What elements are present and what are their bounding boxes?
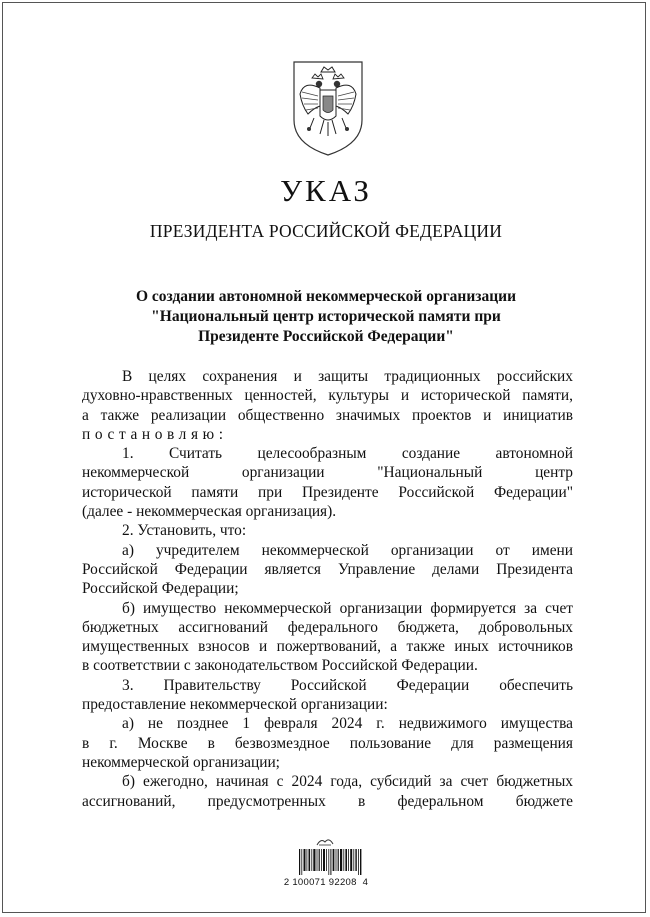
body-line: а) не позднее 1 февраля 2024 г. недвижимого имущества (122, 715, 573, 733)
barcode-number: 2 100071 92208 4 (283, 877, 369, 888)
body-line: в соответствии с законодательством Российской Федерации. (82, 657, 478, 675)
barcode-icon (299, 849, 363, 875)
body-line: В целях сохранения и защиты традиционных российских (122, 368, 573, 385)
body-line: 3. Правительству Российской Федерации обеспечить (122, 676, 573, 694)
body-line: некоммерческой организации; (82, 753, 280, 771)
body-line: имущественных взносов и пожертвований, а также иных источников (82, 638, 573, 656)
document-issuer: ПРЕЗИДЕНТА РОССИЙСКОЙ ФЕДЕРАЦИИ (149, 221, 503, 241)
document-body (82, 367, 573, 811)
body-line: (далее - некоммерческая организация). (82, 503, 337, 521)
body-line: б) ежегодно, начиная с 2024 года, субсидий за счет бюджетных (122, 773, 573, 791)
body-line: исторической памяти при Президенте Российской Федерации" (82, 483, 573, 501)
body-line-decree-word: постановляю: (82, 425, 228, 443)
title-line: О создании автономной некоммерческой организации (135, 288, 517, 305)
body-line: 1. Считать целесообразным создание автономной (122, 445, 573, 463)
body-line: б) имущество некоммерческой организации формируется за счет (122, 599, 573, 617)
body-line: 2. Установить, что: (122, 522, 247, 540)
registration-mark-icon (316, 836, 334, 846)
coat-of-arms-icon (290, 58, 366, 158)
document-title (93, 287, 559, 347)
body-line: духовно-нравственных ценностей, культуры и исторической памяти, (82, 387, 573, 405)
body-line: предоставление некоммерческой организации: (82, 696, 388, 714)
document-page (2, 2, 646, 913)
body-line: Российской Федерации является Управление делами Президента (82, 560, 573, 578)
body-line: а) учредителем некоммерческой организации от имени (122, 541, 573, 559)
title-line: "Национальный центр исторической памяти при (151, 308, 501, 325)
body-line: в г. Москве в безвозмездное пользование для размещения (82, 734, 573, 752)
body-line: Российской Федерации; (82, 580, 239, 598)
body-line: некоммерческой организации "Национальный центр (82, 464, 573, 482)
body-line: а также реализации общественно значимых проектов и инициатив (82, 406, 573, 424)
title-line: Президенте Российской Федерации" (198, 328, 454, 345)
body-line: ассигнований, предусмотренных в федеральном бюджете (82, 792, 573, 810)
body-line: бюджетных ассигнований федерального бюджета, добровольных (82, 618, 573, 636)
document-type: УКАЗ (280, 173, 372, 208)
